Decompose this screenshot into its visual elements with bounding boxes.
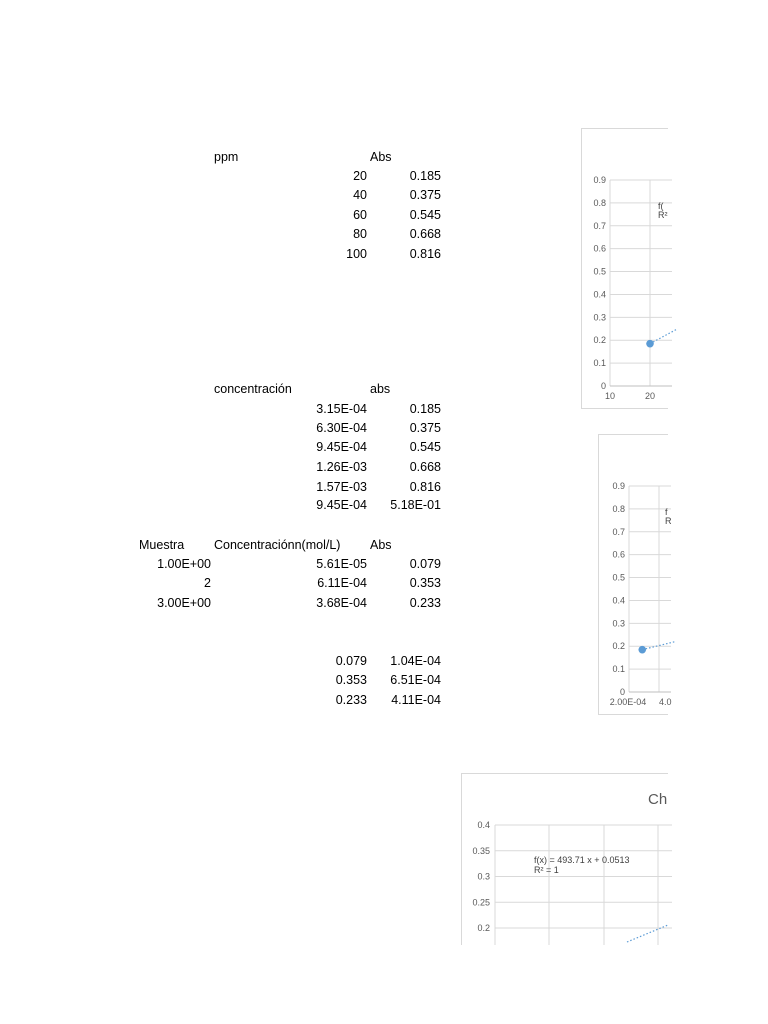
- chart-muestras-svg: [462, 774, 668, 945]
- header-abs: Abs: [370, 150, 392, 164]
- cell-concentration: 3.15E-04: [316, 402, 367, 416]
- cell-ppm: 100: [346, 247, 367, 261]
- y-tick-label: 0.8: [593, 197, 606, 208]
- cell-abs: 0.185: [409, 169, 441, 183]
- cell-muestra: 1.00E+00: [157, 557, 211, 571]
- cell-muestra: 2: [204, 576, 211, 590]
- x-tick-label: 2.00E-04: [609, 697, 647, 707]
- y-tick-label: 0.6: [612, 549, 625, 560]
- header-abs: Abs: [370, 538, 392, 552]
- chart-muestras[interactable]: [461, 773, 668, 945]
- y-tick-label: 0.3: [593, 312, 606, 323]
- y-tick-label: 0.4: [593, 289, 606, 300]
- cell-abs: 0.375: [409, 421, 441, 435]
- cell-abs: 0.545: [409, 208, 441, 222]
- trendline-equation: f(: [658, 201, 664, 211]
- y-tick-label: 0.1: [593, 358, 606, 369]
- cell-abs: 0.668: [409, 227, 441, 241]
- cell-abs: 0.353: [409, 576, 441, 590]
- y-tick-label: 0.3: [612, 618, 625, 629]
- header-abs: abs: [370, 382, 391, 396]
- cell-ppm: 60: [353, 208, 367, 222]
- y-tick-label: 0: [600, 381, 606, 391]
- x-tick-label: 10: [604, 391, 616, 401]
- y-tick-label: 0.4: [612, 595, 625, 606]
- r-squared-label: R²: [658, 210, 668, 220]
- chart-concentration-abs[interactable]: [598, 434, 672, 715]
- y-tick-label: 0.8: [612, 503, 625, 514]
- cell-ppm: 80: [353, 227, 367, 241]
- cell-abs: 0.079: [335, 654, 367, 668]
- cell-abs: 0.233: [335, 693, 367, 707]
- cell-concentration: 4.11E-04: [391, 693, 441, 707]
- cell-abs: 0.816: [409, 480, 441, 494]
- header-muestra: Muestra: [139, 538, 185, 552]
- y-tick-label: 0.1: [612, 664, 625, 675]
- cell-abs: 0.233: [409, 596, 441, 610]
- cell-abs: 0.079: [409, 557, 441, 571]
- cell-concentration: 1.26E-03: [316, 460, 367, 474]
- y-tick-label: 0.35: [472, 845, 490, 856]
- data-point: [638, 646, 646, 654]
- cell-concentration: 1.57E-03: [316, 480, 367, 494]
- y-tick-label: 0.2: [477, 923, 490, 933]
- cell-abs: 0.545: [409, 440, 441, 454]
- y-tick-label: 0: [619, 687, 625, 697]
- cell-concentration: 9.45E-04: [316, 498, 367, 512]
- cell-abs: 0.375: [409, 188, 441, 202]
- y-tick-label: 0.7: [593, 220, 606, 231]
- cell-abs: 5.18E-01: [390, 498, 441, 512]
- y-tick-label: 0.9: [612, 481, 625, 491]
- chart-title: Ch: [648, 791, 668, 808]
- trendline: [650, 330, 676, 344]
- cell-abs: 0.353: [335, 673, 367, 687]
- cell-concentration: 6.51E-04: [390, 673, 441, 687]
- x-tick-label: 20: [644, 391, 656, 401]
- y-tick-label: 0.7: [612, 526, 625, 537]
- r-squared-label: R: [665, 516, 672, 526]
- y-tick-label: 0.3: [477, 871, 490, 882]
- x-tick-label: 4.0: [659, 697, 672, 707]
- trendline-equation: f(x) = 493.71 x + 0.0513: [534, 855, 630, 865]
- y-tick-label: 0.9: [593, 175, 606, 185]
- cell-ppm: 40: [353, 188, 367, 202]
- cell-ppm: 20: [353, 169, 367, 183]
- header-ppm: ppm: [214, 150, 239, 164]
- cell-concentration: 5.61E-05: [316, 557, 367, 571]
- cell-muestra: 3.00E+00: [157, 596, 211, 610]
- header-concentracion-mol: Concentraciónn(mol/L): [214, 538, 341, 552]
- cell-abs: 0.668: [409, 460, 441, 474]
- y-tick-label: 0.2: [612, 641, 625, 652]
- chart-concentration-abs-svg: [599, 435, 672, 714]
- trendline-equation: f: [665, 507, 668, 517]
- cell-concentration: 3.68E-04: [316, 596, 367, 610]
- header-concentracion: concentración: [214, 382, 292, 396]
- cell-abs: 0.185: [409, 402, 441, 416]
- chart-ppm-abs-svg: [582, 129, 668, 408]
- y-tick-label: 0.6: [593, 243, 606, 254]
- data-point: [646, 340, 654, 348]
- cell-concentration: 6.30E-04: [316, 421, 367, 435]
- cell-concentration: 6.11E-04: [317, 576, 367, 590]
- y-tick-label: 0.5: [612, 572, 625, 583]
- y-tick-label: 0.2: [593, 335, 606, 346]
- r-squared-label: R² = 1: [534, 865, 559, 875]
- cell-concentration: 9.45E-04: [316, 440, 367, 454]
- chart-ppm-abs[interactable]: [581, 128, 668, 409]
- cell-abs: 0.816: [409, 247, 441, 261]
- y-tick-label: 0.25: [472, 897, 490, 908]
- y-tick-label: 0.5: [593, 266, 606, 277]
- y-tick-label: 0.4: [477, 820, 490, 830]
- cell-concentration: 1.04E-04: [390, 654, 441, 668]
